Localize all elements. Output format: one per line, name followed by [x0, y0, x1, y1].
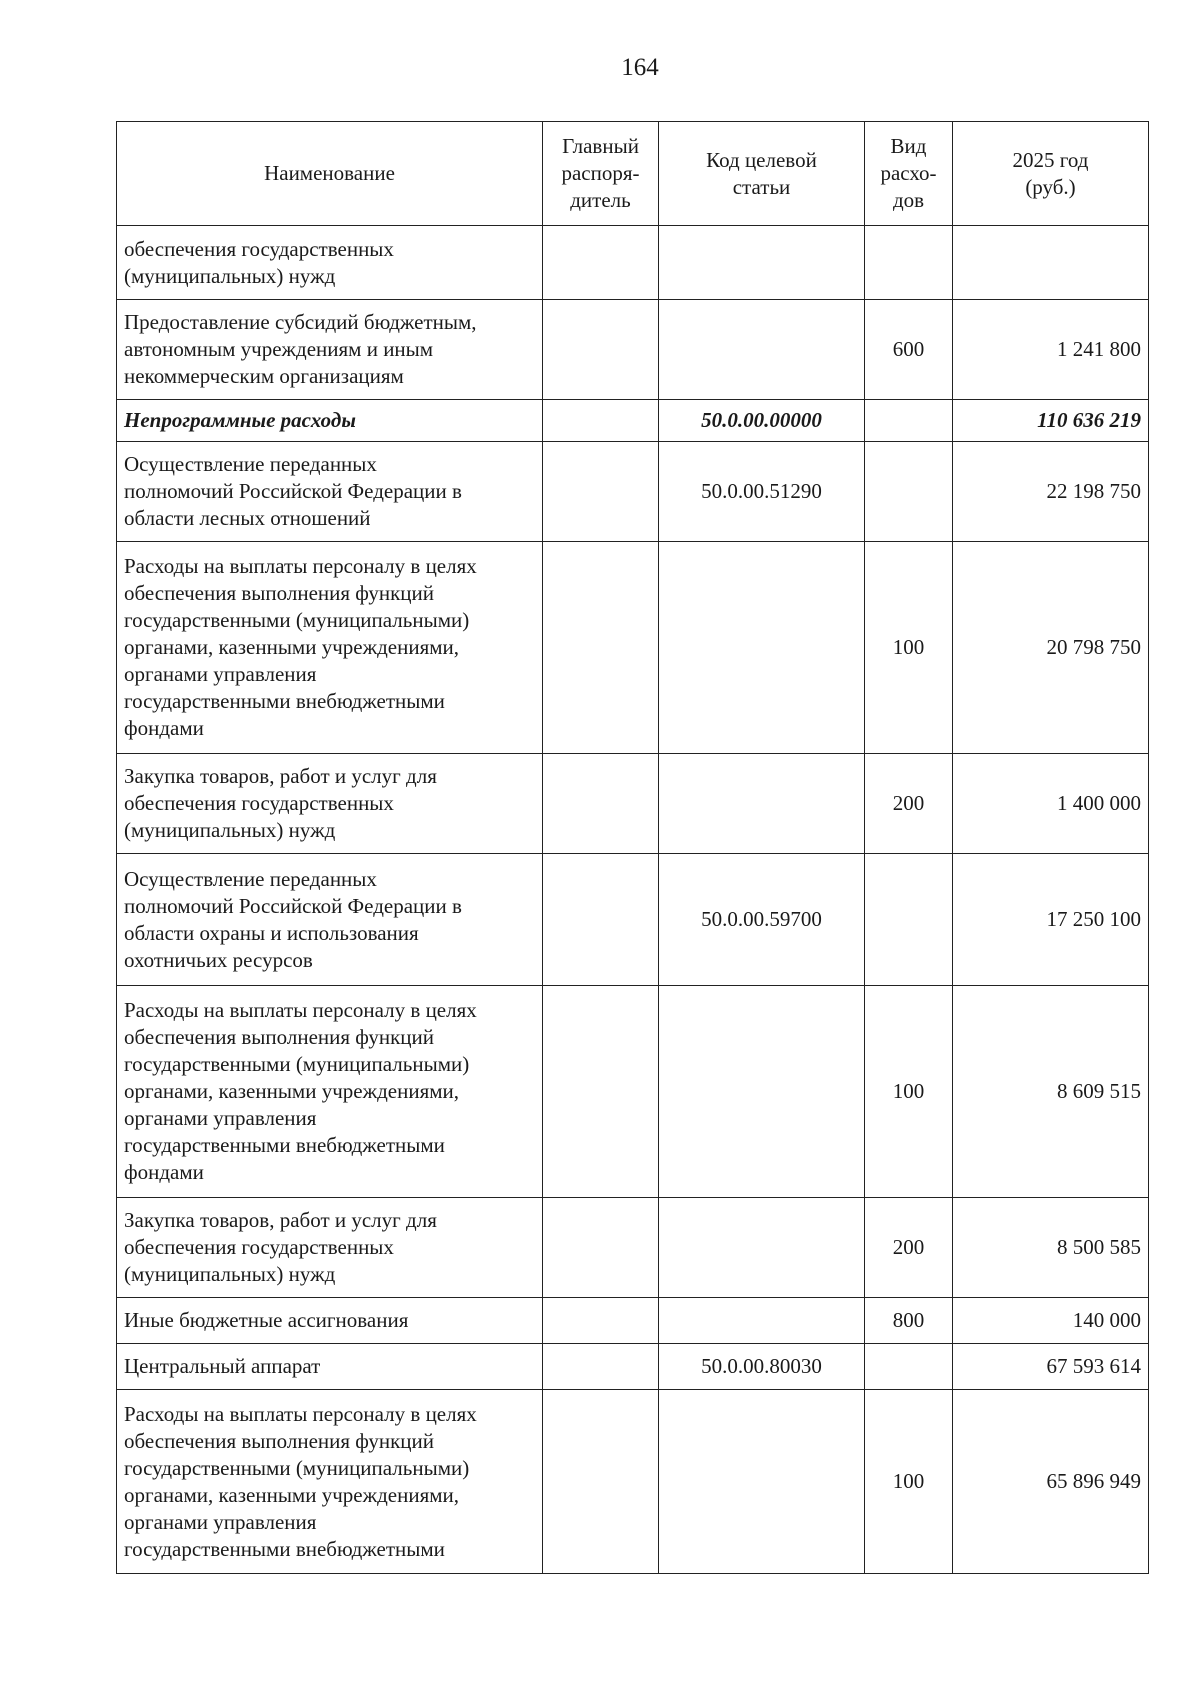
row-chief-manager-cell [543, 1198, 659, 1298]
row-target-code-cell: 50.0.00.00000 [659, 400, 865, 442]
row-name-cell: Расходы на выплаты персоналу в целях обеспечения выполнения функций государственными (муниципальными) органами, казенными учреждениями, органами управления государственными внебюджетными фондами [117, 986, 543, 1198]
row-name-cell: Закупка товаров, работ и услуг для обеспечения государственных (муниципальных) нужд [117, 754, 543, 854]
row-chief-manager-cell [543, 400, 659, 442]
header-name: Наименование [117, 122, 543, 226]
row-expense-type-cell: 100 [865, 1390, 953, 1574]
row-amount-cell [953, 226, 1149, 300]
row-amount-cell: 1 241 800 [953, 300, 1149, 400]
row-expense-type-cell: 100 [865, 542, 953, 754]
row-target-code-cell [659, 754, 865, 854]
table-row [117, 400, 1149, 442]
row-target-code-cell: 50.0.00.80030 [659, 1344, 865, 1390]
row-expense-type-cell [865, 854, 953, 986]
row-amount-cell: 8 609 515 [953, 986, 1149, 1198]
header-expense-type: Вид расхо- дов [865, 122, 953, 226]
table-row [117, 442, 1149, 542]
table-header-row [117, 122, 1149, 226]
row-amount-cell: 67 593 614 [953, 1344, 1149, 1390]
table-row [117, 226, 1149, 300]
row-amount-cell: 22 198 750 [953, 442, 1149, 542]
row-expense-type-cell [865, 226, 953, 300]
table-row [117, 542, 1149, 754]
row-expense-type-cell [865, 400, 953, 442]
row-amount-cell: 8 500 585 [953, 1198, 1149, 1298]
table-row [117, 1298, 1149, 1344]
row-chief-manager-cell [543, 1344, 659, 1390]
row-name-cell: Осуществление переданных полномочий Российской Федерации в области охраны и использования охотничьих ресурсов [117, 854, 543, 986]
row-target-code-cell: 50.0.00.59700 [659, 854, 865, 986]
table-row [117, 1390, 1149, 1574]
table-row [117, 986, 1149, 1198]
row-amount-cell: 110 636 219 [953, 400, 1149, 442]
table-row [117, 1198, 1149, 1298]
row-name-cell: Расходы на выплаты персоналу в целях обеспечения выполнения функций государственными (муниципальными) органами, казенными учреждениями, органами управления государственными внебюджетными фондами [117, 542, 543, 754]
row-expense-type-cell: 600 [865, 300, 953, 400]
row-target-code-cell [659, 986, 865, 1198]
page-number: 164 [621, 54, 659, 81]
header-amount: 2025 год (руб.) [953, 122, 1149, 226]
table-row [117, 300, 1149, 400]
row-name-cell: Предоставление субсидий бюджетным, автономным учреждениям и иным некоммерческим организациям [117, 300, 543, 400]
row-chief-manager-cell [543, 542, 659, 754]
row-chief-manager-cell [543, 442, 659, 542]
header-chief-manager: Главный распоря- дитель [543, 122, 659, 226]
row-chief-manager-cell [543, 1298, 659, 1344]
row-expense-type-cell [865, 442, 953, 542]
row-amount-cell: 20 798 750 [953, 542, 1149, 754]
row-amount-cell: 1 400 000 [953, 754, 1149, 854]
row-chief-manager-cell [543, 754, 659, 854]
row-name-cell: Осуществление переданных полномочий Российской Федерации в области лесных отношений [117, 442, 543, 542]
row-name-cell: Непрограммные расходы [117, 400, 543, 442]
row-chief-manager-cell [543, 854, 659, 986]
budget-table [116, 121, 1149, 1574]
table-row [117, 1344, 1149, 1390]
table-body [117, 226, 1149, 1574]
row-target-code-cell [659, 300, 865, 400]
row-target-code-cell [659, 1298, 865, 1344]
row-expense-type-cell: 800 [865, 1298, 953, 1344]
row-amount-cell: 140 000 [953, 1298, 1149, 1344]
row-expense-type-cell: 200 [865, 1198, 953, 1298]
row-expense-type-cell: 200 [865, 754, 953, 854]
row-amount-cell: 65 896 949 [953, 1390, 1149, 1574]
row-chief-manager-cell [543, 300, 659, 400]
row-name-cell: Расходы на выплаты персоналу в целях обеспечения выполнения функций государственными (муниципальными) органами, казенными учреждениями, органами управления государственными внебюджетными [117, 1390, 543, 1574]
row-target-code-cell [659, 1198, 865, 1298]
row-name-cell: обеспечения государственных (муниципальных) нужд [117, 226, 543, 300]
row-target-code-cell [659, 1390, 865, 1574]
row-chief-manager-cell [543, 1390, 659, 1574]
row-target-code-cell: 50.0.00.51290 [659, 442, 865, 542]
row-chief-manager-cell [543, 986, 659, 1198]
row-amount-cell: 17 250 100 [953, 854, 1149, 986]
row-expense-type-cell: 100 [865, 986, 953, 1198]
row-name-cell: Закупка товаров, работ и услуг для обеспечения государственных (муниципальных) нужд [117, 1198, 543, 1298]
row-expense-type-cell [865, 1344, 953, 1390]
table-row [117, 854, 1149, 986]
row-name-cell: Центральный аппарат [117, 1344, 543, 1390]
header-target-code: Код целевой статьи [659, 122, 865, 226]
row-target-code-cell [659, 542, 865, 754]
table-row [117, 754, 1149, 854]
row-chief-manager-cell [543, 226, 659, 300]
row-target-code-cell [659, 226, 865, 300]
row-name-cell: Иные бюджетные ассигнования [117, 1298, 543, 1344]
